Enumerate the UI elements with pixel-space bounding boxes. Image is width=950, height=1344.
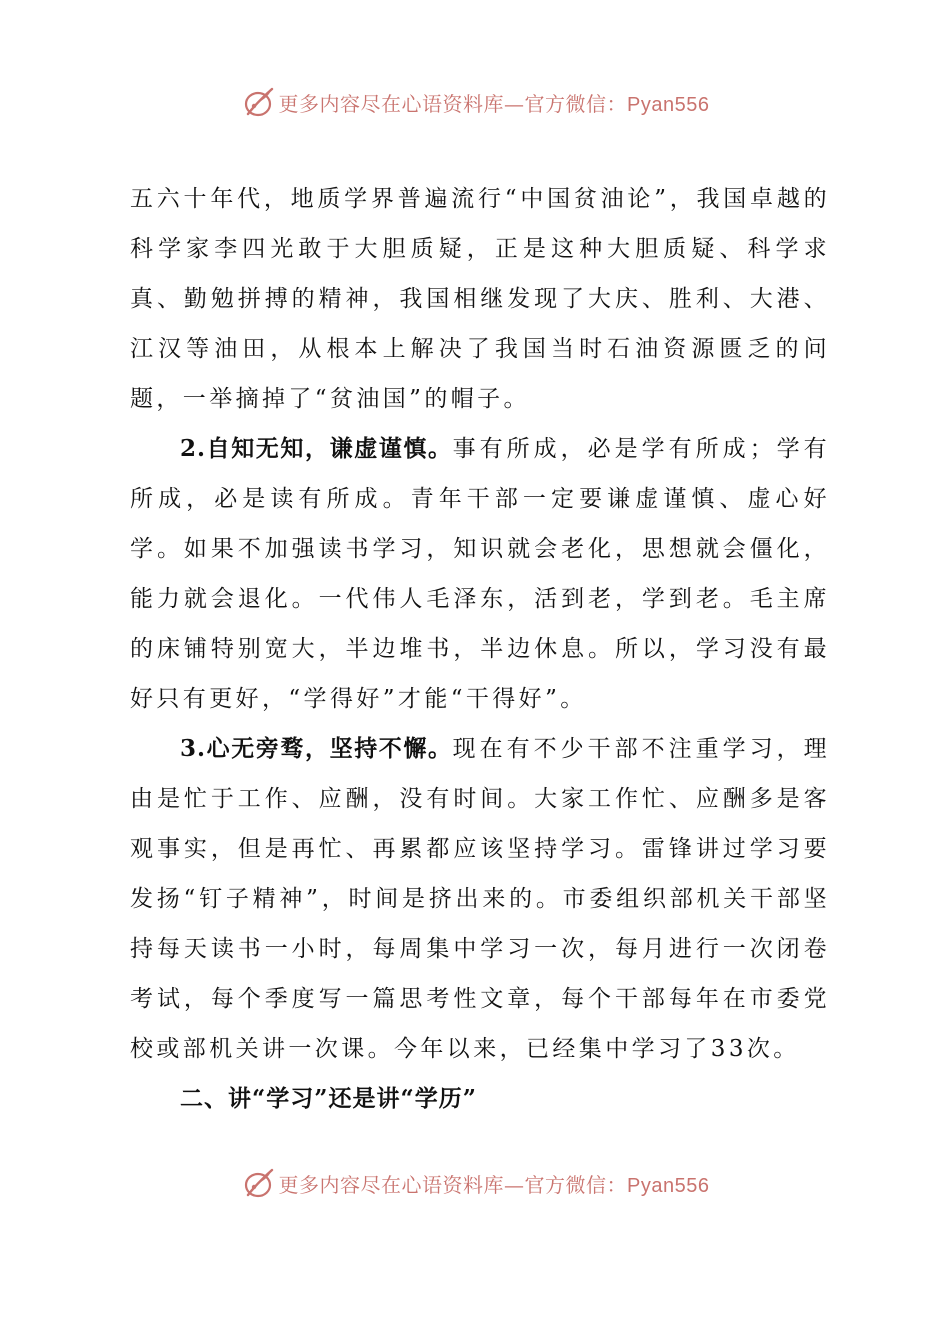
- paragraph-perseverance: [130, 724, 830, 1074]
- wechat-id: Pyan556: [627, 1174, 710, 1197]
- paragraph-text-perseverance: 现在有不少干部不注重学习，理由是忙于工作、应酬，没有时间。大家工作忙、应酬多是客观事实，但是再忙、再累都应该坚持学习。雷锋讲过学习要发扬“钉子精神”，时间是挤出来的。市委组织部机关干部坚持每天读书一小时，每周集中学习一次，每月进行一次闭卷考试，每个季度写一篇思考性文章，每个干部每年在市委党校或部机关讲一次课。今年以来，已经集中学习了33次。: [130, 736, 830, 1062]
- quill-pen-logo-icon: [241, 85, 275, 119]
- banner-label: 更多内容尽在心语资料库—官方微信：: [278, 91, 628, 116]
- paragraph-humility: [130, 424, 830, 724]
- banner-text: [279, 1169, 710, 1198]
- quill-pen-logo-icon: [241, 1166, 275, 1200]
- paragraph-lead-perseverance: 3.心无旁骛，坚持不懈。: [180, 735, 453, 762]
- paragraph-lead-humility: 2.自知无知，谦虚谨慎。: [180, 435, 453, 462]
- footer-watermark-banner: [0, 1163, 950, 1203]
- banner-text: [279, 88, 710, 117]
- document-body: [130, 174, 830, 1124]
- wechat-id: Pyan556: [627, 93, 710, 116]
- header-watermark-banner: [0, 82, 950, 122]
- paragraph-text-humility: 事有所成，必是学有所成；学有所成，必是读有所成。青年干部一定要谦虚谨慎、虚心好学。如果不加强读书学习，知识就会老化，思想就会僵化，能力就会退化。一代伟人毛泽东，活到老，学到老。毛主席的床铺特别宽大，半边堆书，半边休息。所以，学习没有最好只有更好，“学得好”才能“干得好”。: [130, 436, 830, 712]
- section-heading: 二、讲“学习”还是讲“学历”: [180, 1085, 477, 1112]
- paragraph-oil-discovery: 五六十年代，地质学界普遍流行“中国贫油论”，我国卓越的科学家李四光敢于大胆质疑，正是这种大胆质疑、科学求真、勤勉拼搏的精神，我国相继发现了大庆、胜利、大港、江汉等油田，从根本上解决了我国当时石油资源匮乏的问题，一举摘掉了“贫油国”的帽子。: [130, 186, 830, 412]
- banner-label: 更多内容尽在心语资料库—官方微信：: [278, 1172, 628, 1197]
